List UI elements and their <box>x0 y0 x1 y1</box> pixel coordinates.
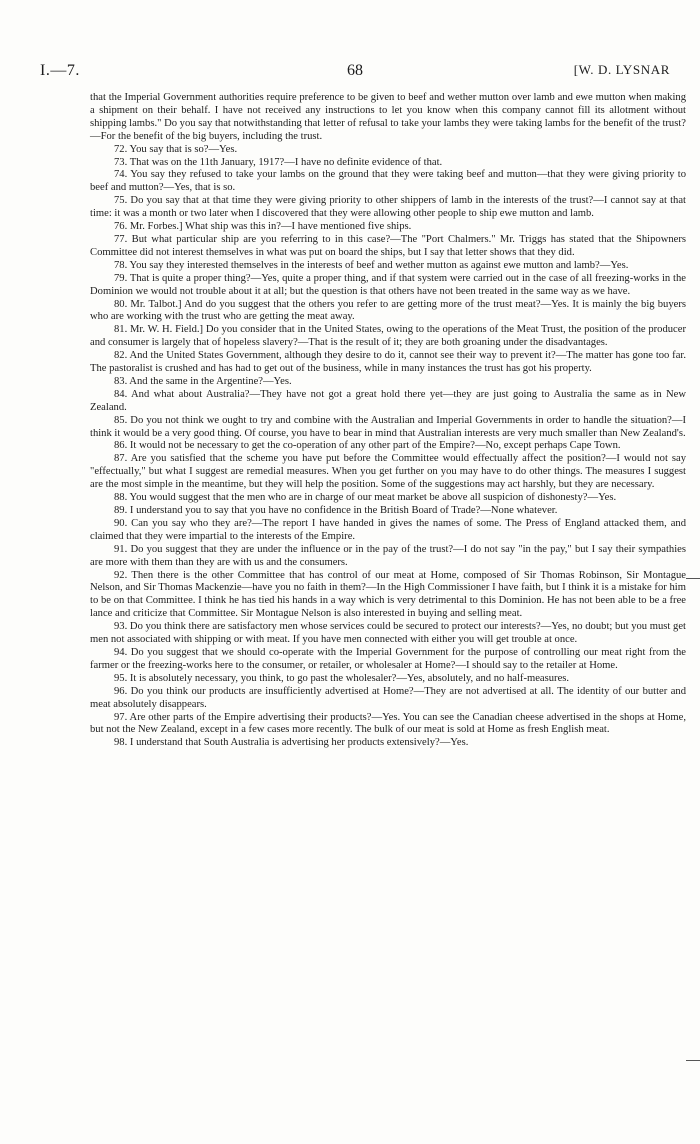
margin-mark <box>686 1060 700 1061</box>
paragraph: 75. Do you say that at that time they were giving priority to other shippers of lamb in the interests of the trust?—I cannot say at that time: it was a month or two later when I discovered that they were allowing other people to ship ewe mutton and lamb. <box>90 195 686 220</box>
paragraph: 84. And what about Australia?—They have not got a great hold there yet—they are just going to Australia the same as in New Zealand. <box>90 388 686 413</box>
body-text <box>90 92 686 750</box>
witness-name: [W. D. LYSNAR <box>573 62 670 77</box>
paragraph: 83. And the same in the Argentine?—Yes. <box>114 375 292 387</box>
paragraph: 95. It is absolutely necessary, you think, to go past the wholesaler?—Yes, absolutely, and no half-measures. <box>114 672 570 684</box>
paragraph: 94. Do you suggest that we should co-operate with the Imperial Government for the purpose of controlling our meat right from the farmer or the freezing-works here to the consumer, or retailer, or wholesaler at Home?—I should say to the retailer at Home. <box>90 646 686 671</box>
paragraph: 89. I understand you to say that you have no confidence in the British Board of Trade?—None whatever. <box>114 505 558 516</box>
paragraph: 96. Do you think our products are insufficiently advertised at Home?—They are not advertised at all. The identity of our butter and meat absolutely disappears. <box>90 685 686 710</box>
paragraph: 87. Are you satisfied that the scheme you have put before the Committee would effectually affect the position?—I would not say "effectually," but what I suggest are remedial measures. When you get further on you may have to do other things. The measures I suggest are the most simple in the meantime, but they will help the position. Some of the suggestions may act harshly, but they are necessary. <box>90 453 686 491</box>
paragraph: 88. You would suggest that the men who are in charge of our meat market be above all suspicion of dishonesty?—Yes. <box>114 492 617 504</box>
paragraph: 78. You say they interested themselves in the interests of beef and wether mutton as against ewe mutton and lamb?—Yes. <box>114 259 629 271</box>
paragraph: 79. That is quite a proper thing?—Yes, quite a proper thing, and if that system were carried out in the case of all freezing-works in the Dominion we would not trouble about it at all; but the question is that others have not been treated in the same way as we have. <box>90 272 686 297</box>
paragraph: that the Imperial Government authorities require preference to be given to beef and wether mutton over lamb and ewe mutton when making a shipment on their behalf. I have not received any instructions to let you know when this company cannot fill its allotment without shipping lambs." Do you say that notwithstanding that letter of refusal to take your lambs they were taking lambs for the benefit of the trust?—For the benefit of the big buyers, including the trust. <box>90 92 686 142</box>
paragraph: 92. Then there is the other Committee that has control of our meat at Home, composed of Sir Thomas Robinson, Sir Montague Nelson, and Sir Thomas Mackenzie—have you no faith in them?—In the High Commissioner I have faith, but I think it is a mistake for him to be on that Committee. I think he has tied his hands in a way which is very detrimental to this Dominion. He has not been able to be a free lance and criticize that Committee. Sir Montague Nelson is also interested in buying and selling meat. <box>90 569 686 620</box>
paragraph: 85. Do you not think we ought to try and combine with the Australian and Imperial Governments in order to handle the situation?—I think it would be a very good thing. Of course, you have to bear in mind that Australian interests are very much smaller than New Zealand's. <box>90 414 686 439</box>
paragraph: 76. Mr. Forbes.] What ship was this in?—I have mentioned five ships. <box>114 221 412 233</box>
paragraph: 81. Mr. W. H. Field.] Do you consider that in the United States, owing to the operations of the Meat Trust, the position of the producer and consumer is largely that of hopeless slavery?—That is the result of it; they are both groaning under the disadvantages. <box>90 324 686 349</box>
paragraph: 72. You say that is so?—Yes. <box>114 143 238 155</box>
paragraph: 93. Do you think there are satisfactory men whose services could be secured to protect our interests?—Yes, no doubt; but you must get men not associated with shipping or with meat. If you have men connected with either you will get trouble at once. <box>90 621 686 646</box>
paragraph: 97. Are other parts of the Empire advertising their products?—Yes. You can see the Canadian cheese advertised in the shops at Home, but not the New Zealand, except in a few cases more recently. The bulk of our meat is sold at Home as fresh English meat. <box>90 711 686 736</box>
paragraph: 86. It would not be necessary to get the co-operation of any other part of the Empire?—No, except perhaps Cape Town. <box>114 440 621 452</box>
margin-mark <box>686 578 700 579</box>
paragraph: 91. Do you suggest that they are under the influence or in the pay of the trust?—I do not say "in the pay," but I say their sympathies are more with them than they are with us and the consumers. <box>90 543 686 568</box>
paragraph: 80. Mr. Talbot.] And do you suggest that the others you refer to are getting more of the trust meat?—Yes. It is mainly the big buyers who are working with the trust who are getting the meat away. <box>90 298 686 323</box>
paragraph: 90. Can you say who they are?—The report I have handed in gives the names of some. The Press of England attacked them, and claimed that they were impartial to the interests of the Empire. <box>90 517 686 542</box>
document-reference: I.—7. <box>40 62 80 79</box>
paragraph: 77. But what particular ship are you referring to in this case?—The "Port Chalmers." Mr. Triggs has stated that the Shipowners Committee did not interest themselves in what was put on board the ships, but I say that letter shows that they did. <box>90 233 686 258</box>
paragraph: 74. You say they refused to take your lambs on the ground that they were taking beef and mutton—that they were giving priority to beef and mutton?—Yes, that is so. <box>90 169 686 194</box>
page-header <box>40 62 670 84</box>
paragraph: 98. I understand that South Australia is advertising her products extensively?—Yes. <box>114 737 469 749</box>
page-number: 68 <box>347 62 363 79</box>
paragraph: 82. And the United States Government, although they desire to do it, cannot see their way to prevent it?—The matter has gone too far. The pastoralist is crushed and has had to get out of the business, while in many instances the trust has got his property. <box>90 350 686 375</box>
paragraph: 73. That was on the 11th January, 1917?—I have no definite evidence of that. <box>114 156 443 168</box>
